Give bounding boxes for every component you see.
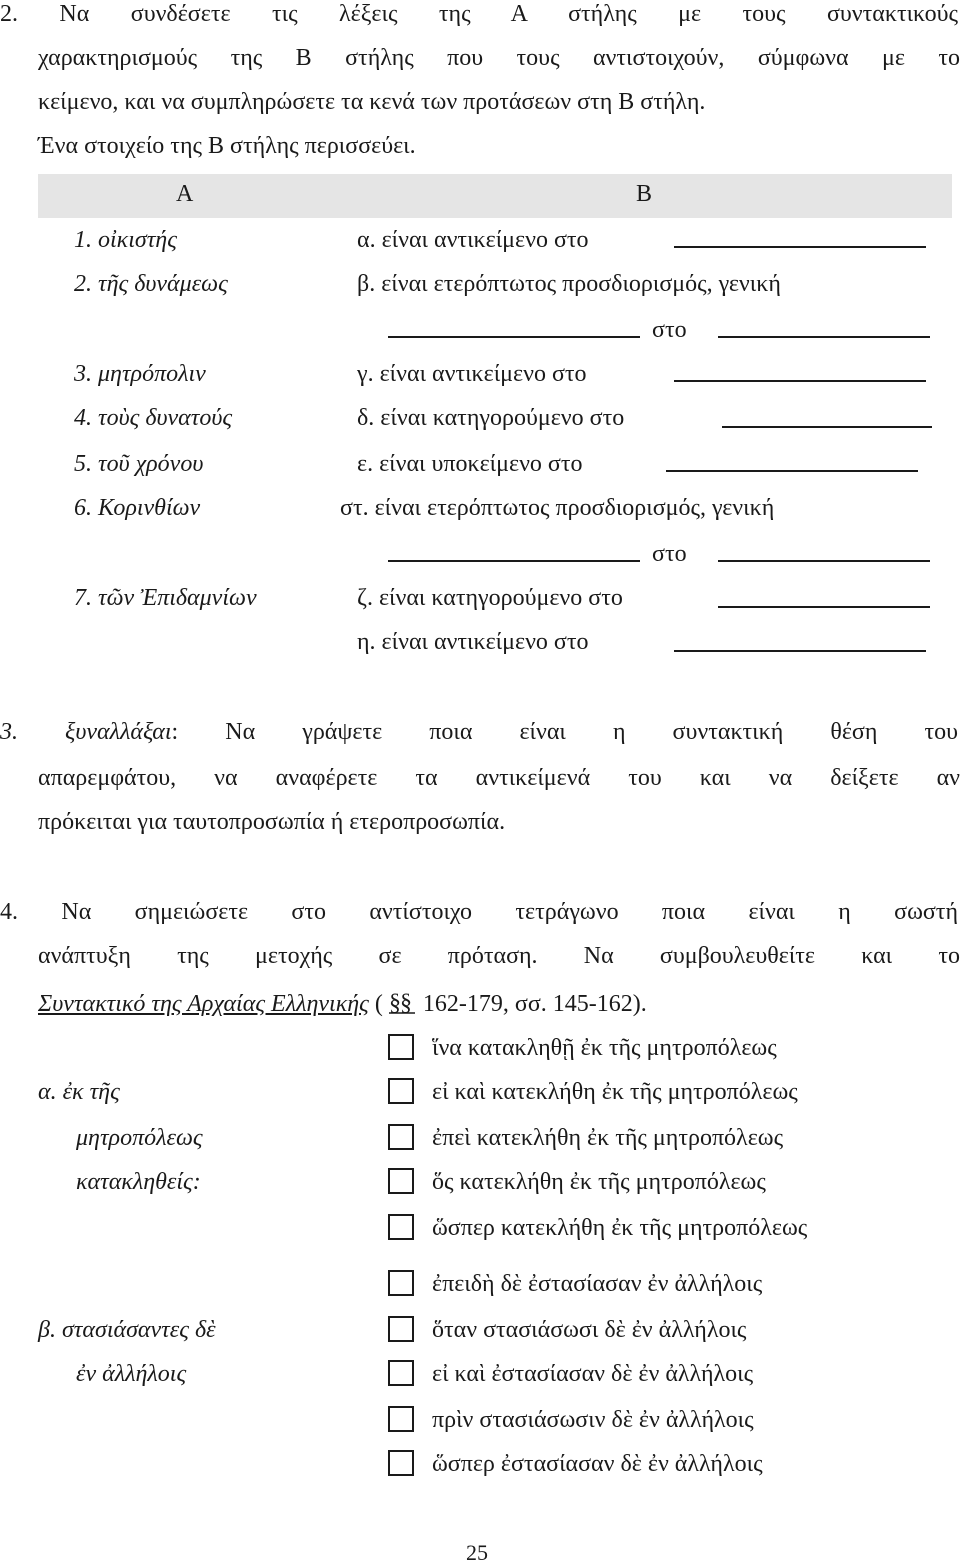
col-a-item: 4. τοὺς δυνατούς [74,405,233,431]
section-a-label: κατακληθείς: [76,1169,201,1195]
col-b-item: στο [652,317,687,343]
answer-blank[interactable] [674,380,926,382]
section-b-label: β. στασιάσαντες δὲ [38,1317,216,1343]
q4-line-2: ανάπτυξη της μετοχής σε πρόταση. Να συμβουλευθείτε και το [38,943,960,969]
col-b-header: Β [636,181,653,207]
section-a-label: α. ἐκ τῆς [38,1079,120,1105]
col-b-item: η. είναι αντικείμενο στο [357,629,589,655]
option-text: εἰ καὶ ἐστασίασαν δὲ ἐν ἀλλήλοις [432,1361,754,1387]
q2-line-4: Ένα στοιχείο της Β στήλης περισσεύει. [38,133,416,159]
answer-blank[interactable] [718,606,930,608]
answer-blank[interactable] [388,560,640,562]
q3-term: 3. ξυναλλάξαι [0,719,172,745]
option-checkbox[interactable] [388,1124,414,1150]
col-b-item: ε. είναι υποκείμενο στο [357,451,583,477]
option-text: ἵνα κατακληθῇ ἐκ τῆς μητροπόλεως [432,1035,777,1061]
option-checkbox[interactable] [388,1168,414,1194]
answer-blank[interactable] [722,426,932,428]
option-checkbox[interactable] [388,1270,414,1296]
option-checkbox[interactable] [388,1316,414,1342]
col-b-item: γ. είναι αντικείμενο στο [357,361,587,387]
option-text: ὅς κατεκλήθη ἐκ τῆς μητροπόλεως [432,1169,766,1195]
q4-line-1: 4. Να σημειώσετε στο αντίστοιχο τετράγωνο ποια είναι η σωστή [0,899,958,925]
option-checkbox[interactable] [388,1034,414,1060]
open-paren: ( [374,991,383,1017]
col-a-item: 3. μητρόπολιν [74,361,206,387]
option-text: ὅταν στασιάσωσι δὲ ἐν ἀλλήλοις [432,1317,747,1343]
q3-line-2: απαρεμφάτου, να αναφέρετε τα αντικείμενά του και να δείξετε αν [38,765,960,791]
option-checkbox[interactable] [388,1450,414,1476]
answer-blank[interactable] [718,336,930,338]
col-a-item: 6. Κορινθίων [74,495,201,521]
col-b-item: ζ. είναι κατηγορούμενο στο [357,585,623,611]
col-a-item: 1. οἰκιστής [74,227,177,253]
svg-text:§: § [388,990,401,1014]
option-checkbox[interactable] [388,1406,414,1432]
col-a-item: 5. τοῦ χρόνου [74,451,204,477]
option-checkbox[interactable] [388,1214,414,1240]
option-text: ὥσπερ ἐστασίασαν δὲ ἐν ἀλλήλοις [432,1451,763,1477]
col-b-item: β. είναι ετερόπτωτος προσδιορισμός, γενική [357,271,781,297]
answer-blank[interactable] [674,246,926,248]
section-b-label: ἐν ἀλλήλοις [76,1361,187,1387]
col-b-item: α. είναι αντικείμενο στο [357,227,589,253]
col-b-item: στ. είναι ετερόπτωτος προσδιορισμός, γενική [340,495,775,521]
option-checkbox[interactable] [388,1078,414,1104]
col-a-header: Α [176,181,194,207]
option-checkbox[interactable] [388,1360,414,1386]
col-b-item: δ. είναι κατηγορούμενο στο [357,405,625,431]
col-a-item: 7. τῶν Ἐπιδαμνίων [74,585,257,611]
q2-line-3: κείμενο, και να συμπληρώσετε τα κενά των προτάσεων στη Β στήλη. [38,89,706,115]
q2-line-2: χαρακτηρισμούς της Β στήλης που τους αντιστοιχούν, σύμφωνα με το [38,45,960,71]
q3-line-1 [0,720,958,744]
option-text: ἐπεὶ κατεκλήθη ἐκ τῆς μητροπόλεως [432,1125,784,1151]
option-text: ὥσπερ κατεκλήθη ἐκ τῆς μητροπόλεως [432,1215,808,1241]
q3-line-3: πρόκειται για ταυτοπροσωπία ή ετεροπροσωπία. [38,809,506,835]
answer-blank[interactable] [718,560,930,562]
svg-text:§: § [399,990,412,1014]
q4-line-3 [38,990,647,1016]
col-a-item: 2. τῆς δυνάμεως [74,271,228,297]
col-b-item: στο [652,541,687,567]
page-number: 25 [466,1540,488,1565]
section-a-label: μητροπόλεως [76,1125,203,1151]
reference-book-title: Συντακτικό της Αρχαίας Ελληνικής [38,991,369,1017]
section-sign-icon [389,990,417,1014]
option-text: ἐπειδὴ δὲ ἐστασίασαν ἐν ἀλλήλοις [432,1271,763,1297]
q2-line-1: 2. Να συνδέσετε τις λέξεις της Α στήλης με τους συντακτικούς [0,1,958,27]
q3-text: : Να γράψετε ποια είναι η συντακτική θέση του [171,719,958,745]
reference-rest: 162-179, σσ. 145-162). [416,991,647,1017]
answer-blank[interactable] [388,336,640,338]
option-text: πρὶν στασιάσωσιν δὲ ἐν ἀλλήλοις [432,1407,754,1433]
answer-blank[interactable] [674,650,926,652]
option-text: εἰ καὶ κατεκλήθη ἐκ τῆς μητροπόλεως [432,1079,798,1105]
answer-blank[interactable] [666,470,918,472]
